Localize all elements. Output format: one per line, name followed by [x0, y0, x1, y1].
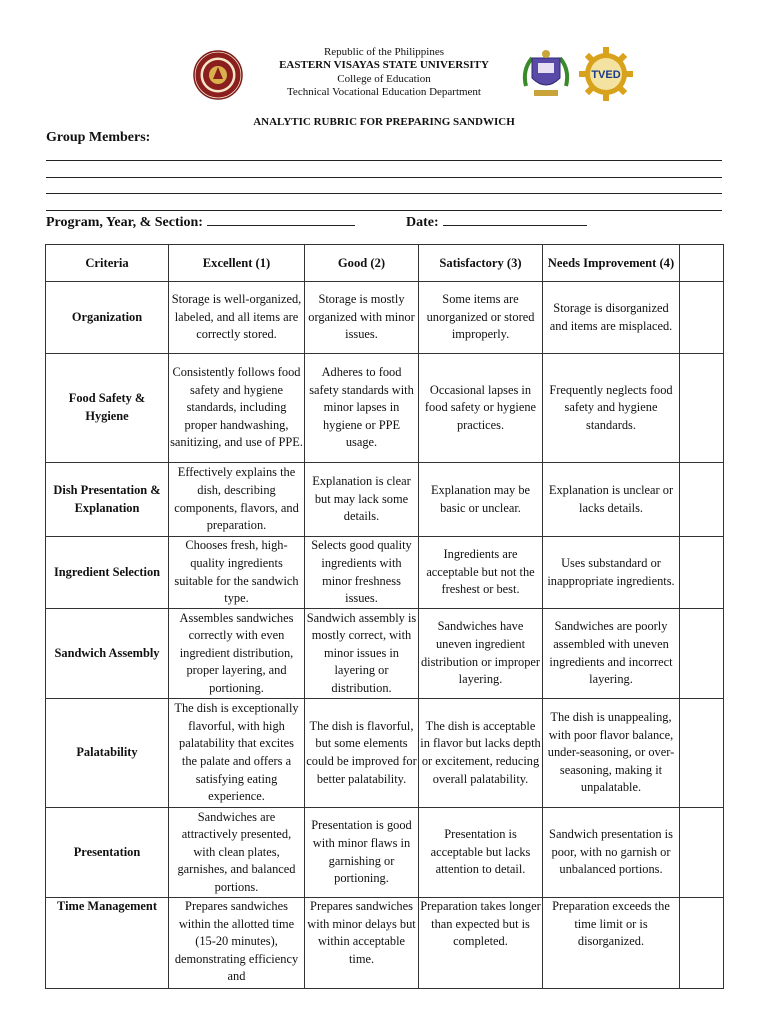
excellent-cell: Chooses fresh, high-quality ingredients suitable for the sandwich type. — [169, 537, 305, 609]
satisfactory-cell: Occasional lapses in food safety or hygiene practices. — [419, 354, 543, 463]
good-cell: Prepares sandwiches with minor delays but within acceptable time. — [305, 898, 419, 989]
criteria-cell: Food Safety & Hygiene — [46, 354, 169, 463]
header-good: Good (2) — [305, 245, 419, 282]
good-cell: Adheres to food safety standards with minor lapses in hygiene or PPE usage. — [305, 354, 419, 463]
date-label: Date: — [406, 215, 439, 230]
score-cell[interactable] — [680, 354, 724, 463]
university-name: EASTERN VISAYAS STATE UNIVERSITY — [279, 59, 489, 72]
good-cell: The dish is flavorful, but some elements could be improved for better palatability. — [305, 699, 419, 808]
good-cell: Storage is mostly organized with minor issues. — [305, 282, 419, 354]
table-row — [46, 808, 724, 898]
score-cell[interactable] — [680, 282, 724, 354]
document-header — [0, 44, 768, 108]
needs-improvement-cell: The dish is unappealing, with poor flavor balance, under-seasoning, or over-seasoning, making it unpalatable. — [543, 699, 680, 808]
excellent-cell: Sandwiches are attractively presented, with clean plates, garnishes, and balanced portions. — [169, 808, 305, 898]
needs-improvement-cell: Explanation is unclear or lacks details. — [543, 463, 680, 537]
needs-improvement-cell: Frequently neglects food safety and hygiene standards. — [543, 354, 680, 463]
department-name: Technical Vocational Education Department — [286, 86, 481, 99]
group-member-line[interactable] — [46, 177, 722, 178]
header-criteria: Criteria — [46, 245, 169, 282]
good-cell: Sandwich assembly is mostly correct, with minor issues in layering or distribution. — [305, 609, 419, 699]
criteria-cell: Dish Presentation & Explanation — [46, 463, 169, 537]
date-field — [406, 212, 587, 231]
excellent-cell: Storage is well-organized, labeled, and all items are correctly stored. — [169, 282, 305, 354]
criteria-cell: Presentation — [46, 808, 169, 898]
excellent-cell: Effectively explains the dish, describing components, flavors, and preparation. — [169, 463, 305, 537]
header-excellent: Excellent (1) — [169, 245, 305, 282]
program-field — [46, 212, 355, 231]
satisfactory-cell: The dish is acceptable in flavor but lacks depth or excitement, reducing overall palatability. — [419, 699, 543, 808]
table-row — [46, 699, 724, 808]
excellent-cell: Prepares sandwiches within the allotted time (15-20 minutes), demonstrating efficiency and — [169, 898, 305, 989]
satisfactory-cell: Presentation is acceptable but lacks attention to detail. — [419, 808, 543, 898]
header-needs-improvement: Needs Improvement (4) — [543, 245, 680, 282]
institution-block — [250, 46, 518, 100]
college-of-education-logo — [518, 46, 574, 102]
header-satisfactory: Satisfactory (3) — [419, 245, 543, 282]
header-score — [680, 245, 724, 282]
needs-improvement-cell: Uses substandard or inappropriate ingredients. — [543, 537, 680, 609]
table-row — [46, 609, 724, 699]
table-row — [46, 463, 724, 537]
needs-improvement-cell: Storage is disorganized and items are misplaced. — [543, 282, 680, 354]
good-cell: Selects good quality ingredients with minor freshness issues. — [305, 537, 419, 609]
score-cell[interactable] — [680, 609, 724, 699]
score-cell[interactable] — [680, 463, 724, 537]
program-label: Program, Year, & Section: — [46, 215, 203, 230]
group-member-line[interactable] — [46, 210, 722, 211]
score-cell[interactable] — [680, 699, 724, 808]
good-cell: Explanation is clear but may lack some details. — [305, 463, 419, 537]
date-blank[interactable] — [443, 212, 587, 226]
excellent-cell: Consistently follows food safety and hygiene standards, including proper handwashing, sanitizing, and use of PPE. — [169, 354, 305, 463]
tved-gear-logo — [578, 46, 634, 102]
republic-line: Republic of the Philippines — [323, 46, 445, 58]
needs-improvement-cell: Sandwich presentation is poor, with no garnish or unbalanced portions. — [543, 808, 680, 898]
rubric-title: ANALYTIC RUBRIC FOR PREPARING SANDWICH — [253, 116, 515, 128]
program-blank[interactable] — [207, 212, 355, 226]
good-cell: Presentation is good with minor flaws in garnishing or portioning. — [305, 808, 419, 898]
criteria-cell: Time Management — [46, 898, 169, 989]
table-row — [46, 354, 724, 463]
needs-improvement-cell: Preparation exceeds the time limit or is disorganized. — [543, 898, 680, 989]
satisfactory-cell: Explanation may be basic or unclear. — [419, 463, 543, 537]
score-cell[interactable] — [680, 537, 724, 609]
evsu-seal-logo — [193, 50, 243, 100]
satisfactory-cell: Sandwiches have uneven ingredient distribution or improper layering. — [419, 609, 543, 699]
criteria-cell: Sandwich Assembly — [46, 609, 169, 699]
needs-improvement-cell: Sandwiches are poorly assembled with uneven ingredients and incorrect layering. — [543, 609, 680, 699]
criteria-cell: Palatability — [46, 699, 169, 808]
score-cell[interactable] — [680, 898, 724, 989]
criteria-cell: Ingredient Selection — [46, 537, 169, 609]
college-name: College of Education — [337, 72, 431, 85]
satisfactory-cell: Some items are unorganized or stored improperly. — [419, 282, 543, 354]
score-cell[interactable] — [680, 808, 724, 898]
satisfactory-cell: Preparation takes longer than expected but is completed. — [419, 898, 543, 989]
group-members-label: Group Members: — [46, 130, 151, 145]
criteria-cell: Organization — [46, 282, 169, 354]
table-row — [46, 537, 724, 609]
rubric-table — [45, 244, 724, 989]
satisfactory-cell: Ingredients are acceptable but not the freshest or best. — [419, 537, 543, 609]
table-header-row — [46, 245, 724, 282]
group-member-line[interactable] — [46, 193, 722, 194]
excellent-cell: Assembles sandwiches correctly with even ingredient distribution, proper layering, and portioning. — [169, 609, 305, 699]
table-row — [46, 898, 724, 989]
group-member-line[interactable] — [46, 160, 722, 161]
tved-logo-text: TVED — [591, 69, 621, 81]
table-row — [46, 282, 724, 354]
excellent-cell: The dish is exceptionally flavorful, with high palatability that excites the palate and offers a satisfying eating experience. — [169, 699, 305, 808]
